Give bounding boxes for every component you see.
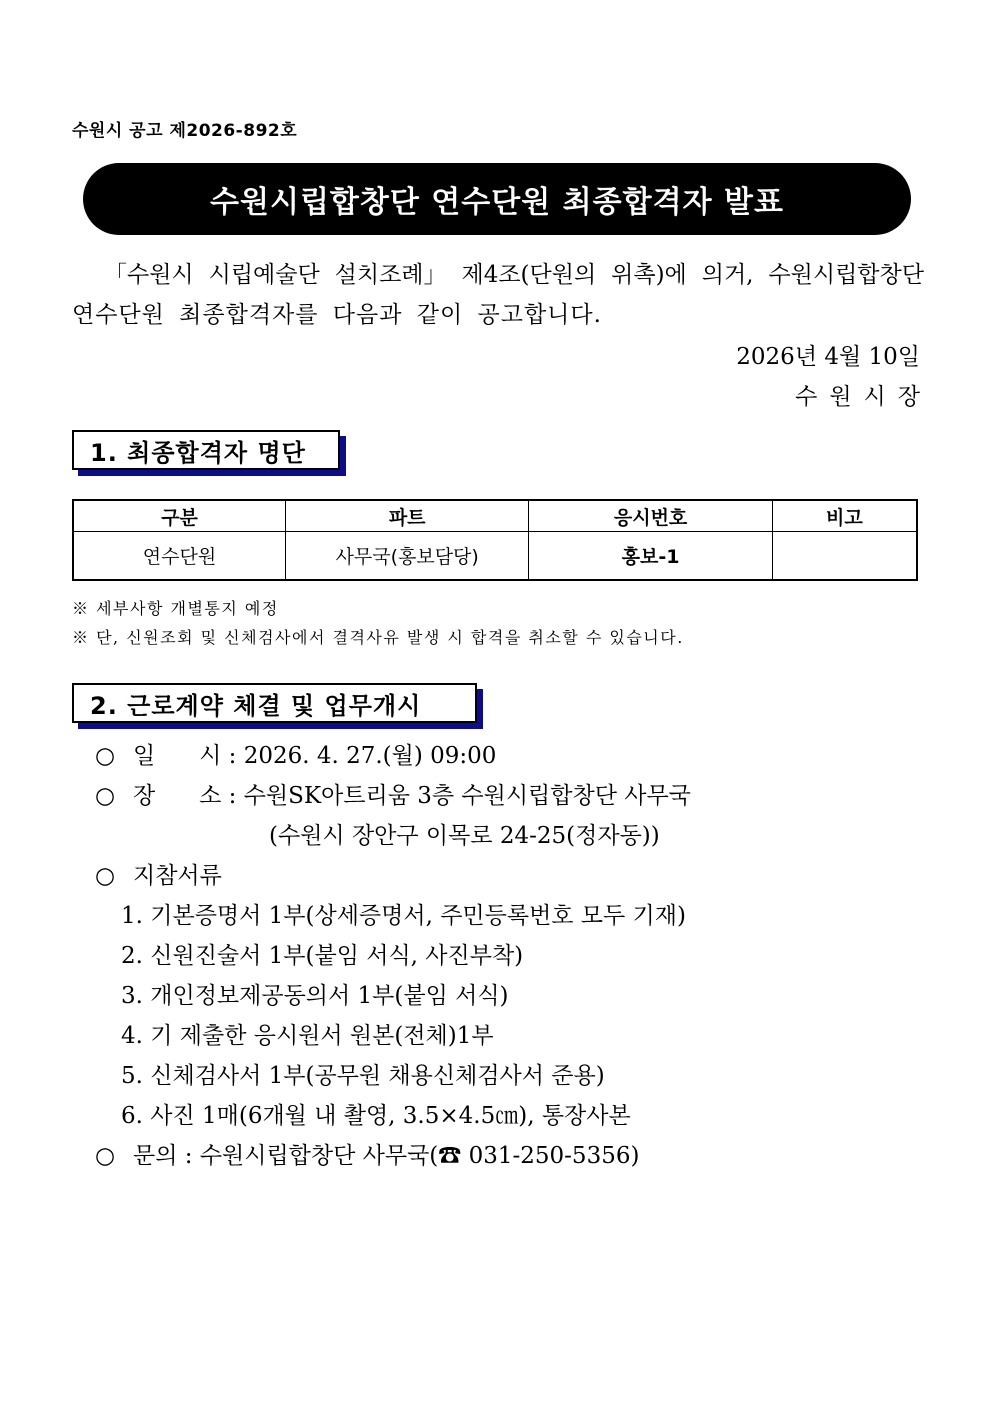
table-cell: 연수단원 — [73, 532, 285, 581]
column-header: 비고 — [772, 500, 917, 532]
inquiry-label: 문의 : — [133, 1143, 193, 1169]
circle-bullet-icon: ○ — [95, 743, 116, 769]
intro-word: 시립예술단 — [208, 262, 320, 288]
inquiry-row — [95, 1136, 691, 1176]
issuer: 수원시장 — [795, 384, 932, 410]
intro-paragraph — [72, 255, 924, 335]
document-item: 4. 기 제출한 응시원서 원본(전체)1부 — [121, 1023, 494, 1049]
table-cell: 홍보-1 — [529, 532, 772, 581]
place-value: 수원SK아트리움 3층 수원시립합창단 사무국 — [243, 783, 691, 809]
place-address: (수원시 장안구 이목로 24-25(정자동)) — [269, 823, 660, 849]
place-row — [95, 776, 691, 816]
inquiry-value: 수원시립합창단 사무국(☎ 031-250-5356) — [199, 1143, 640, 1169]
document-item: 6. 사진 1매(6개월 내 촬영, 3.5×4.5㎝), 통장사본 — [121, 1103, 631, 1129]
intro-word: 설치조례」 — [334, 262, 447, 288]
circle-bullet-icon: ○ — [95, 783, 116, 809]
column-header: 파트 — [285, 500, 528, 532]
intro-word: 제4조(단원의 — [461, 262, 597, 288]
intro-line-2: 연수단원 최종합격자를 다음과 같이 공고합니다. — [72, 302, 602, 328]
column-header: 구분 — [73, 500, 285, 532]
contract-details — [95, 736, 691, 1176]
document-item: 5. 신체검사서 1부(공무원 채용신체검사서 준용) — [121, 1063, 605, 1089]
notice-date: 2026년 4월 10일 — [736, 344, 920, 370]
intro-word: 의거, — [701, 262, 754, 288]
note-item: ※ 세부사항 개별통지 예정 — [72, 599, 279, 618]
section-2-heading: 2. 근로계약 체결 및 업무개시 — [72, 683, 477, 723]
datetime-row — [95, 736, 691, 776]
note-item: ※ 단, 신원조회 및 신체검사에서 결격사유 발생 시 합격을 취소할 수 있습니다. — [72, 628, 684, 647]
datetime-label: 일 시 : — [133, 743, 237, 769]
intro-word: 위촉)에 — [611, 262, 687, 288]
notice-number: 수원시 공고 제2026-892호 — [72, 121, 298, 141]
column-header: 응시번호 — [529, 500, 772, 532]
candidate-table — [72, 499, 918, 581]
intro-word: 수원시립합창단 — [768, 262, 924, 288]
table-header-row — [73, 500, 917, 532]
place-label: 장 소 : — [133, 783, 237, 809]
circle-bullet-icon: ○ — [95, 1143, 116, 1169]
documents-row — [95, 856, 691, 896]
intro-word: 「수원시 — [104, 262, 194, 288]
intro-line-1 — [72, 255, 924, 295]
notes — [72, 594, 684, 652]
circle-bullet-icon: ○ — [95, 863, 116, 889]
table-cell — [772, 532, 917, 581]
datetime-value: 2026. 4. 27.(월) 09:00 — [243, 743, 497, 769]
table-row — [73, 532, 917, 581]
documents-label: 지참서류 — [133, 863, 222, 889]
document-item: 3. 개인정보제공동의서 1부(붙임 서식) — [121, 983, 509, 1009]
document-item: 2. 신원진술서 1부(붙임 서식, 사진부착) — [121, 943, 524, 969]
section-1-heading: 1. 최종합격자 명단 — [72, 430, 340, 470]
document-item: 1. 기본증명서 1부(상세증명서, 주민등록번호 모두 기재) — [121, 903, 686, 929]
table-cell: 사무국(홍보담당) — [285, 532, 528, 581]
page-title: 수원시립합창단 연수단원 최종합격자 발표 — [83, 163, 911, 235]
